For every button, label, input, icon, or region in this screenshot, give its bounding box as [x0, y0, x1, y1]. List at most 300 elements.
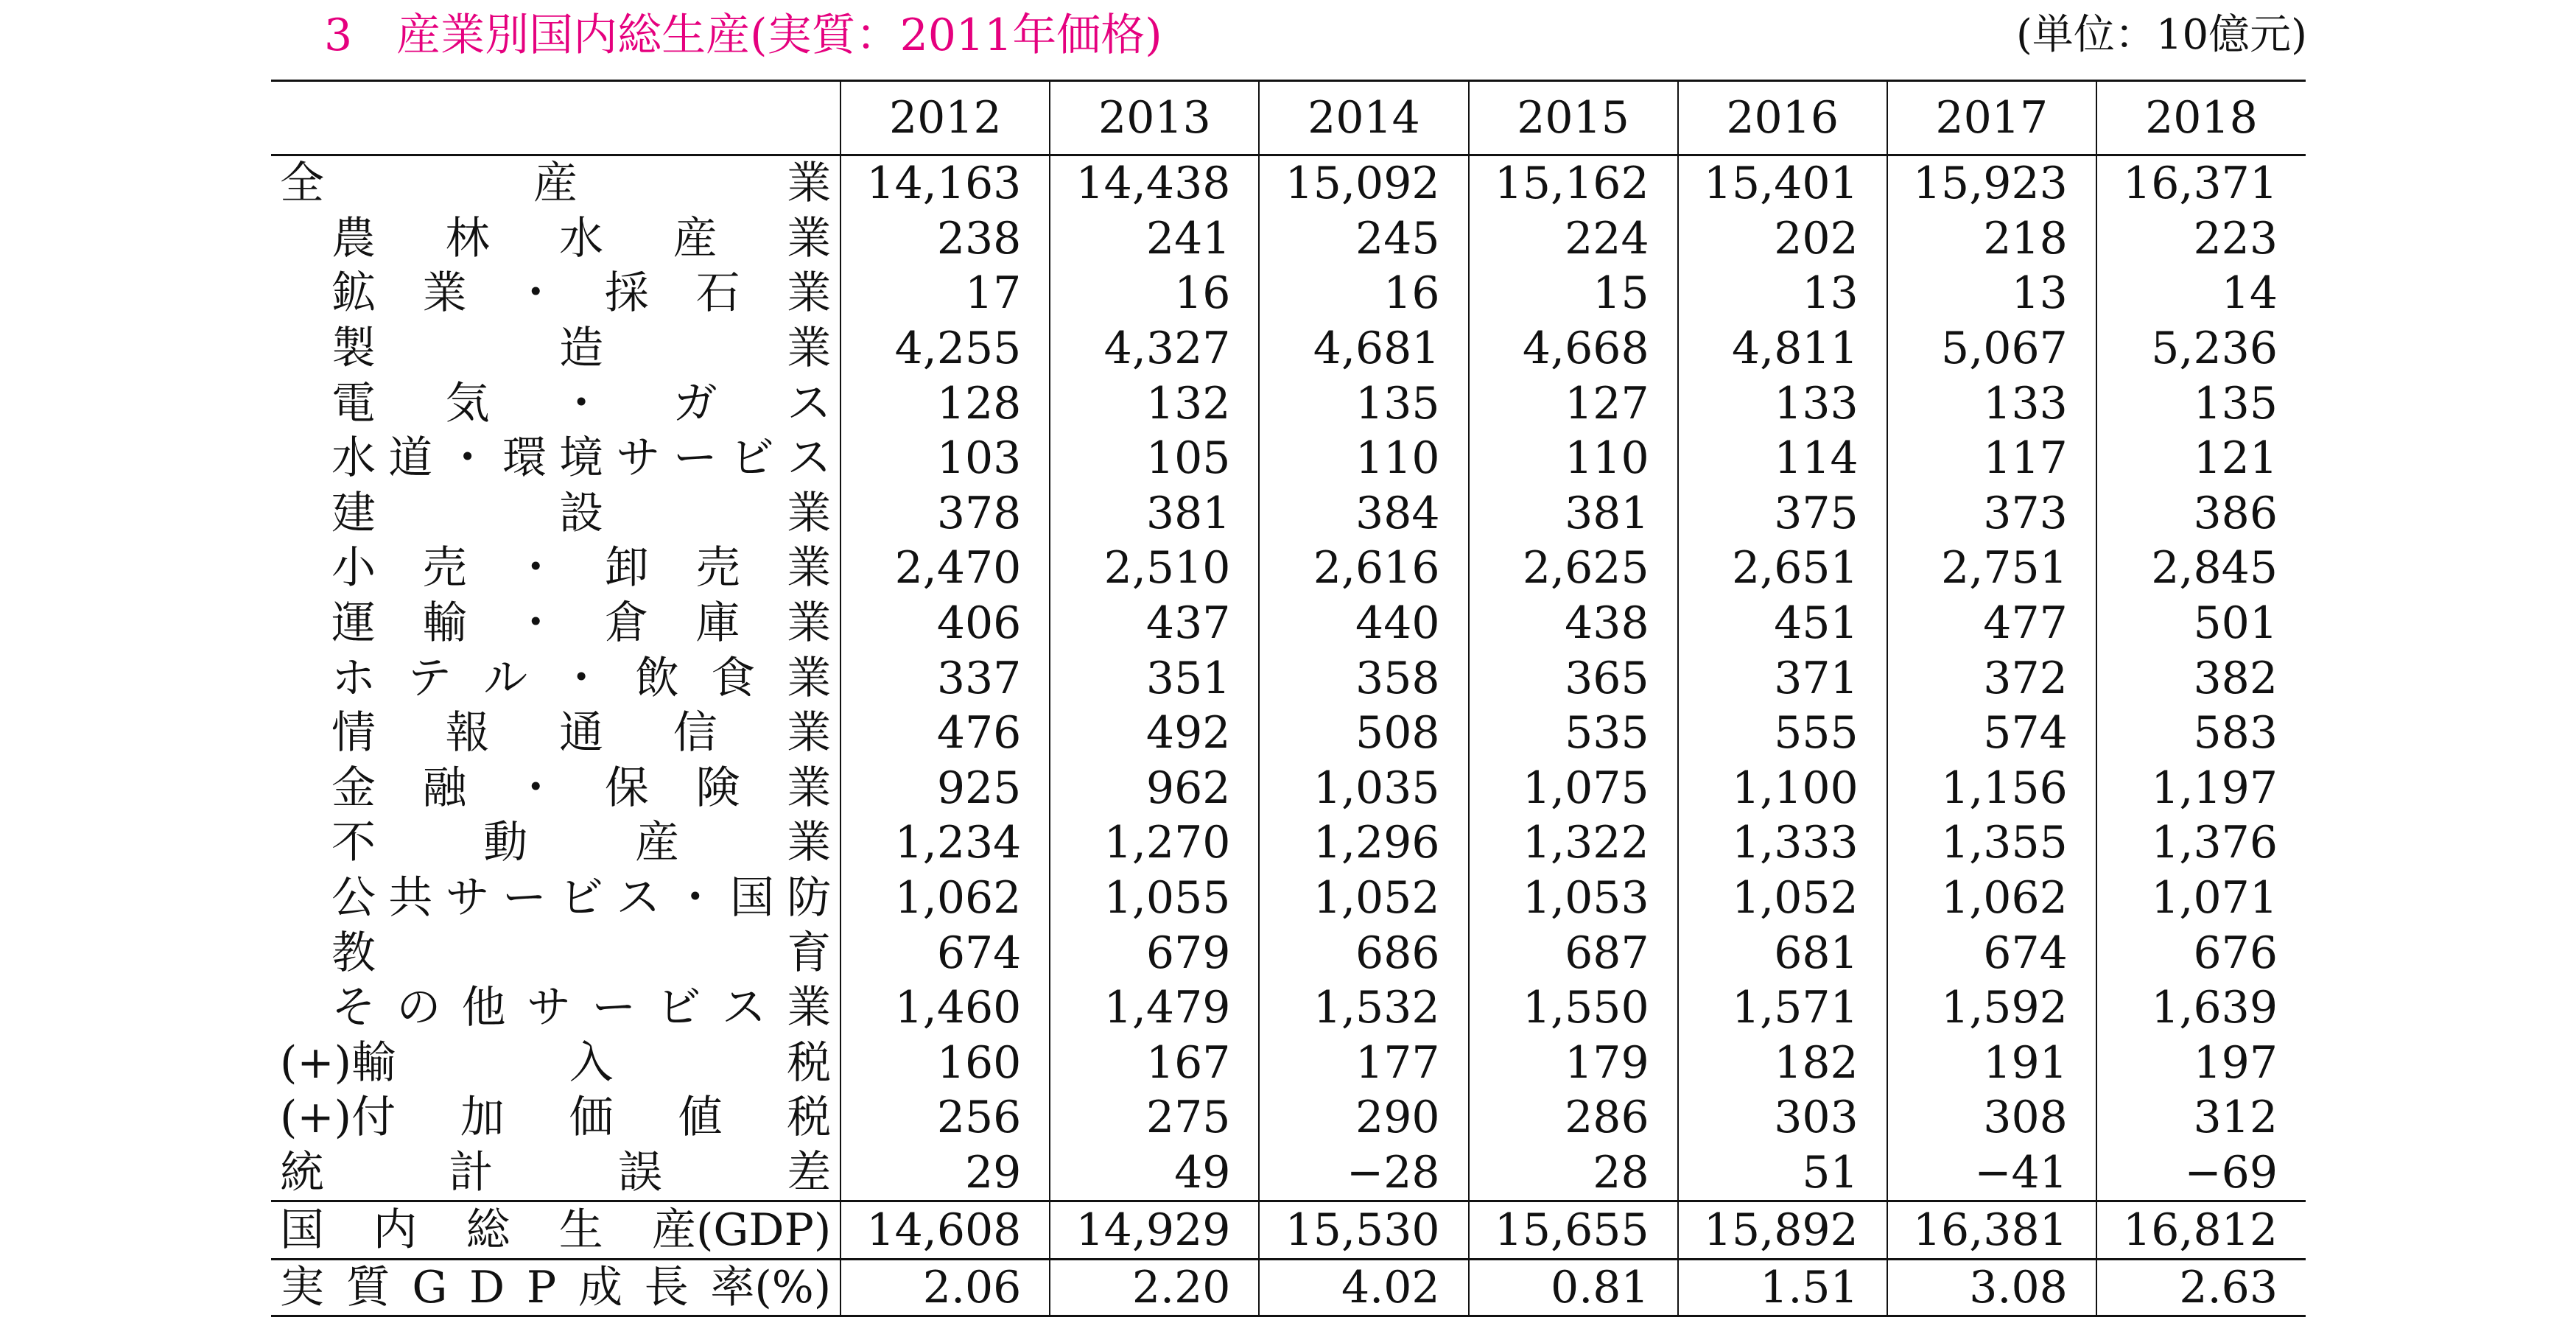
year-header: 2014 [1259, 81, 1468, 155]
row-label-char: 計 [449, 1146, 494, 1198]
table-row [271, 486, 2306, 541]
value-cell: 676 [2096, 925, 2306, 980]
value-cell: 191 [1887, 1036, 2096, 1091]
value-cell: 501 [2096, 596, 2306, 651]
value-cell: 303 [1678, 1090, 1887, 1145]
row-label-char: 教 [331, 927, 376, 979]
value-cell: 1,355 [1887, 815, 2096, 871]
row-label [271, 541, 840, 596]
value-cell: 1,156 [1887, 761, 2096, 816]
row-label-char: ー [502, 872, 547, 924]
value-cell: 681 [1678, 925, 1887, 980]
row-label [271, 650, 840, 706]
row-label-char: ス [787, 377, 832, 429]
value-cell: 1,075 [1469, 761, 1678, 816]
row-label-char: ル [483, 652, 528, 704]
value-cell: 438 [1469, 596, 1678, 651]
value-cell: 574 [1887, 706, 2096, 761]
value-cell: 202 [1678, 211, 1887, 267]
value-cell: 492 [1050, 706, 1259, 761]
table-row [271, 266, 2306, 321]
row-label-char: 造 [559, 323, 604, 375]
row-label-char: 電 [331, 377, 376, 429]
row-label-text [280, 1145, 831, 1200]
value-cell: 1,550 [1469, 980, 1678, 1036]
value-cell: 0.81 [1469, 1260, 1678, 1316]
row-label-char: 運 [331, 597, 376, 650]
row-label-char: 統 [280, 1146, 324, 1198]
value-cell: 177 [1259, 1036, 1468, 1091]
row-label-char: 卸 [604, 542, 649, 594]
row-label-char: 業 [787, 542, 832, 594]
row-label-char: 情 [331, 707, 376, 759]
row-label [271, 266, 840, 321]
gdp-growth-row [271, 1260, 2306, 1316]
row-label-char: 水 [331, 432, 376, 485]
row-label [271, 431, 840, 486]
gdp-by-industry-table [271, 80, 2306, 1317]
value-cell: 16,381 [1887, 1201, 2096, 1260]
row-label-char: 税 [787, 1036, 832, 1089]
value-cell: 1,234 [840, 815, 1050, 871]
row-label-char: 共 [388, 872, 433, 924]
year-header: 2013 [1050, 81, 1259, 155]
value-cell: 386 [2096, 486, 2306, 541]
value-cell: 4,327 [1050, 321, 1259, 376]
value-cell: 15,923 [1887, 155, 2096, 211]
year-header: 2017 [1887, 81, 2096, 155]
row-label-char: ・ [559, 652, 604, 704]
row-label-char: 農 [331, 212, 376, 264]
table-row [271, 431, 2306, 486]
value-cell: 1.51 [1678, 1260, 1887, 1316]
value-cell: 256 [840, 1090, 1050, 1145]
value-cell: 372 [1887, 650, 2096, 706]
year-header: 2012 [840, 81, 1050, 155]
value-cell: 2,470 [840, 541, 1050, 596]
value-cell: 308 [1887, 1090, 2096, 1145]
value-cell: 16,371 [2096, 155, 2306, 211]
row-label-text [331, 815, 831, 870]
value-cell: 1,197 [2096, 761, 2306, 816]
table-row [271, 980, 2306, 1036]
row-label-char: 建 [331, 487, 376, 539]
row-label-char: ・ [513, 597, 558, 650]
row-label [271, 815, 840, 871]
row-label-char: 製 [331, 323, 376, 375]
row-label-char: 売 [695, 542, 740, 594]
table-row [271, 871, 2306, 926]
table-row [271, 706, 2306, 761]
row-label-char: 険 [695, 762, 740, 814]
value-cell: 110 [1469, 431, 1678, 486]
value-cell: 128 [840, 376, 1050, 431]
row-label-text [331, 321, 831, 376]
row-label-char: 産 [635, 817, 680, 869]
row-label-char: ー [592, 982, 636, 1034]
row-label-char: 食 [711, 652, 756, 704]
value-cell: 5,236 [2096, 321, 2306, 376]
value-cell: 14,163 [840, 155, 1050, 211]
gdp-total-row [271, 1201, 2306, 1260]
row-label-text [331, 211, 831, 266]
value-cell: 2.06 [840, 1260, 1050, 1316]
value-cell: 14,929 [1050, 1201, 1259, 1260]
value-cell: 2,510 [1050, 541, 1259, 596]
row-label-char: 業 [787, 158, 832, 210]
row-label [271, 1145, 840, 1201]
row-label-char: 不 [331, 817, 376, 869]
value-cell: 371 [1678, 650, 1887, 706]
value-cell: 378 [840, 486, 1050, 541]
row-label-char: 成 [578, 1262, 622, 1314]
row-label-char: 育 [787, 927, 832, 979]
value-cell: 1,479 [1050, 980, 1259, 1036]
row-label [271, 486, 840, 541]
row-label-char: 通 [559, 707, 604, 759]
row-label [271, 706, 840, 761]
row-label-text [331, 926, 831, 980]
value-cell: 1,035 [1259, 761, 1468, 816]
row-label-text [280, 1203, 831, 1257]
value-cell: 5,067 [1887, 321, 2096, 376]
value-cell: 337 [840, 650, 1050, 706]
row-label-char: ー [673, 432, 717, 485]
row-label-char: 率(%) [710, 1262, 832, 1314]
value-cell: 127 [1469, 376, 1678, 431]
value-cell: 275 [1050, 1090, 1259, 1145]
value-cell: 1,100 [1678, 761, 1887, 816]
row-label-char: ス [721, 982, 766, 1034]
row-label-char: 業 [787, 323, 832, 375]
value-cell: 135 [2096, 376, 2306, 431]
value-cell: 925 [840, 761, 1050, 816]
row-label-char: 売 [422, 542, 467, 594]
value-cell: 686 [1259, 925, 1468, 980]
row-label-char: 長 [644, 1262, 689, 1314]
row-label-text [331, 980, 831, 1035]
row-label-char: 実 [280, 1262, 324, 1314]
row-label-char: 加 [460, 1092, 505, 1144]
value-cell: 17 [840, 266, 1050, 321]
value-cell: 1,296 [1259, 815, 1468, 871]
row-label-char: P [526, 1262, 557, 1314]
row-label-char: 産(GDP) [652, 1204, 832, 1257]
row-label-char: ・ [513, 267, 558, 320]
row-label-char: 環 [502, 432, 547, 485]
value-cell: 1,270 [1050, 815, 1259, 871]
value-cell: 223 [2096, 211, 2306, 267]
row-label-char: ビ [559, 872, 604, 924]
table-body [271, 155, 2306, 1316]
table-title: 3 産業別国内総生産(実質：2011年価格) [324, 10, 1162, 61]
value-cell: 375 [1678, 486, 1887, 541]
row-label-char: サ [616, 432, 661, 485]
row-label [271, 980, 840, 1036]
row-label-char: 道 [388, 432, 433, 485]
row-label-char: 全 [280, 158, 324, 210]
value-cell: 28 [1469, 1145, 1678, 1201]
row-label-char: ・ [559, 377, 604, 429]
row-label-text [280, 1036, 831, 1090]
value-cell: 687 [1469, 925, 1678, 980]
row-label-text [331, 706, 831, 760]
value-cell: 1,333 [1678, 815, 1887, 871]
value-cell: 4.02 [1259, 1260, 1468, 1316]
row-label-char: 業 [787, 212, 832, 264]
row-label-text [331, 431, 831, 485]
row-label-char: 水 [559, 212, 604, 264]
row-label-char: 公 [331, 872, 376, 924]
row-label-char: 輸 [422, 597, 467, 650]
row-label-char: 誤 [617, 1146, 662, 1198]
table-row [271, 211, 2306, 267]
unit-note: (単位：10億元) [2016, 11, 2307, 59]
row-label-char: サ [445, 872, 490, 924]
row-label-char: (+)輸 [280, 1036, 396, 1089]
table-row [271, 155, 2306, 211]
value-cell: 555 [1678, 706, 1887, 761]
table-row [271, 650, 2306, 706]
row-label-char: 倉 [604, 597, 649, 650]
row-label-text [280, 1260, 831, 1315]
row-label-text [331, 871, 831, 925]
value-cell: 1,052 [1678, 871, 1887, 926]
value-cell: 1,053 [1469, 871, 1678, 926]
row-label-char: 小 [331, 542, 376, 594]
row-label-text [280, 156, 831, 211]
row-label-char: 業 [787, 982, 832, 1034]
header-row [271, 81, 2306, 155]
row-label-char: 国 [280, 1204, 324, 1257]
value-cell: 1,592 [1887, 980, 2096, 1036]
value-cell: 16 [1050, 266, 1259, 321]
value-cell: −28 [1259, 1145, 1468, 1201]
value-cell: 312 [2096, 1090, 2306, 1145]
row-label-text [331, 761, 831, 815]
value-cell: 382 [2096, 650, 2306, 706]
row-label-char: 質 [345, 1262, 390, 1314]
value-cell: 51 [1678, 1145, 1887, 1201]
value-cell: 110 [1259, 431, 1468, 486]
row-label-char: ス [616, 872, 661, 924]
value-cell: 103 [840, 431, 1050, 486]
value-cell: 1,571 [1678, 980, 1887, 1036]
row-label [271, 155, 840, 211]
value-cell: 2,625 [1469, 541, 1678, 596]
row-label-char: 産 [673, 212, 717, 264]
row-label-char: 石 [695, 267, 740, 320]
year-header: 2016 [1678, 81, 1887, 155]
value-cell: 114 [1678, 431, 1887, 486]
value-cell: 49 [1050, 1145, 1259, 1201]
value-cell: 674 [1887, 925, 2096, 980]
row-label-char: 採 [604, 267, 649, 320]
value-cell: 358 [1259, 650, 1468, 706]
value-cell: 167 [1050, 1036, 1259, 1091]
row-label-char: 業 [787, 817, 832, 869]
value-cell: 2.63 [2096, 1260, 2306, 1316]
row-label-text [331, 376, 831, 431]
value-cell: 15,655 [1469, 1201, 1678, 1260]
value-cell: 381 [1469, 486, 1678, 541]
value-cell: 962 [1050, 761, 1259, 816]
value-cell: 2,616 [1259, 541, 1468, 596]
value-cell: 365 [1469, 650, 1678, 706]
value-cell: 451 [1678, 596, 1887, 651]
table-row [271, 761, 2306, 816]
value-cell: 15,892 [1678, 1201, 1887, 1260]
row-label-char: の [396, 982, 441, 1034]
table-row [271, 1036, 2306, 1091]
row-label-char: 飲 [635, 652, 680, 704]
value-cell: 16 [1259, 266, 1468, 321]
row-label-char: 国 [729, 872, 774, 924]
value-cell: 14,608 [840, 1201, 1050, 1260]
row-label [271, 376, 840, 431]
value-cell: 14 [2096, 266, 2306, 321]
value-cell: 286 [1469, 1090, 1678, 1145]
header-blank-cell [271, 81, 840, 155]
value-cell: 135 [1259, 376, 1468, 431]
value-cell: 384 [1259, 486, 1468, 541]
row-label-char: 業 [787, 597, 832, 650]
row-label-char: ビ [656, 982, 701, 1034]
value-cell: 1,055 [1050, 871, 1259, 926]
row-label-char: 融 [422, 762, 467, 814]
value-cell: 245 [1259, 211, 1468, 267]
value-cell: 508 [1259, 706, 1468, 761]
table-row [271, 815, 2306, 871]
row-label [271, 925, 840, 980]
row-label-text [331, 596, 831, 650]
value-cell: 1,532 [1259, 980, 1468, 1036]
value-cell: 4,255 [840, 321, 1050, 376]
value-cell: 105 [1050, 431, 1259, 486]
table-row [271, 541, 2306, 596]
year-header: 2015 [1469, 81, 1678, 155]
value-cell: 15,092 [1259, 155, 1468, 211]
row-label-char: 気 [445, 377, 490, 429]
row-label-char: 庫 [695, 597, 740, 650]
value-cell: 4,811 [1678, 321, 1887, 376]
row-label-char: 総 [466, 1204, 510, 1257]
value-cell: 15 [1469, 266, 1678, 321]
row-label [271, 321, 840, 376]
table-row [271, 1145, 2306, 1201]
value-cell: 440 [1259, 596, 1468, 651]
row-label-char: 価 [569, 1092, 614, 1144]
row-label-char: 他 [461, 982, 506, 1034]
row-label [271, 1260, 840, 1316]
value-cell: 2,651 [1678, 541, 1887, 596]
value-cell: 476 [840, 706, 1050, 761]
value-cell: −41 [1887, 1145, 2096, 1201]
row-label-char: ・ [445, 432, 490, 485]
value-cell: 29 [840, 1145, 1050, 1201]
value-cell: 535 [1469, 706, 1678, 761]
row-label-char: 防 [787, 872, 832, 924]
row-label-char: 内 [373, 1204, 418, 1257]
value-cell: 218 [1887, 211, 2096, 267]
value-cell: 4,681 [1259, 321, 1468, 376]
value-cell: 679 [1050, 925, 1259, 980]
value-cell: −69 [2096, 1145, 2306, 1201]
value-cell: 1,460 [840, 980, 1050, 1036]
row-label-char: 報 [445, 707, 490, 759]
row-label-char: 境 [559, 432, 604, 485]
row-label [271, 211, 840, 267]
row-label-char: 生 [558, 1204, 603, 1257]
row-label-char: 入 [569, 1036, 614, 1089]
value-cell: 14,438 [1050, 155, 1259, 211]
value-cell: 583 [2096, 706, 2306, 761]
value-cell: 290 [1259, 1090, 1468, 1145]
row-label-char: 業 [787, 267, 832, 320]
value-cell: 373 [1887, 486, 2096, 541]
value-cell: 121 [2096, 431, 2306, 486]
value-cell: 406 [840, 596, 1050, 651]
value-cell: 351 [1050, 650, 1259, 706]
row-label-char: 産 [533, 158, 578, 210]
value-cell: 133 [1887, 376, 2096, 431]
value-cell: 3.08 [1887, 1260, 2096, 1316]
row-label-char: 鉱 [331, 267, 376, 320]
row-label-char: 業 [787, 707, 832, 759]
value-cell: 13 [1887, 266, 2096, 321]
row-label-char: ・ [513, 762, 558, 814]
row-label-char: G [412, 1262, 448, 1314]
value-cell: 1,062 [840, 871, 1050, 926]
row-label-char: (+)付 [280, 1092, 396, 1144]
row-label-char: そ [331, 982, 376, 1034]
value-cell: 674 [840, 925, 1050, 980]
row-label-char: ・ [673, 872, 717, 924]
row-label [271, 1036, 840, 1091]
row-label-char: ホ [331, 652, 376, 704]
row-label-char: D [469, 1262, 505, 1314]
value-cell: 133 [1678, 376, 1887, 431]
value-cell: 2,845 [2096, 541, 2306, 596]
row-label-char: 設 [559, 487, 604, 539]
value-cell: 197 [2096, 1036, 2306, 1091]
value-cell: 238 [840, 211, 1050, 267]
value-cell: 2.20 [1050, 1260, 1259, 1316]
row-label-text [331, 541, 831, 595]
value-cell: 241 [1050, 211, 1259, 267]
row-label-char: ス [787, 432, 832, 485]
row-label-text [331, 266, 831, 320]
table-row [271, 376, 2306, 431]
row-label-char: 業 [787, 762, 832, 814]
value-cell: 2,751 [1887, 541, 2096, 596]
row-label [271, 596, 840, 651]
row-label [271, 761, 840, 816]
row-label [271, 1090, 840, 1145]
row-label-char: 動 [483, 817, 528, 869]
row-label-char: サ [526, 982, 571, 1034]
row-label-char: ビ [729, 432, 774, 485]
value-cell: 15,530 [1259, 1201, 1468, 1260]
row-label-char: 保 [604, 762, 649, 814]
value-cell: 132 [1050, 376, 1259, 431]
table-row [271, 1090, 2306, 1145]
table-row [271, 321, 2306, 376]
value-cell: 381 [1050, 486, 1259, 541]
row-label-char: 林 [445, 212, 490, 264]
row-label-char: 業 [787, 487, 832, 539]
value-cell: 15,162 [1469, 155, 1678, 211]
